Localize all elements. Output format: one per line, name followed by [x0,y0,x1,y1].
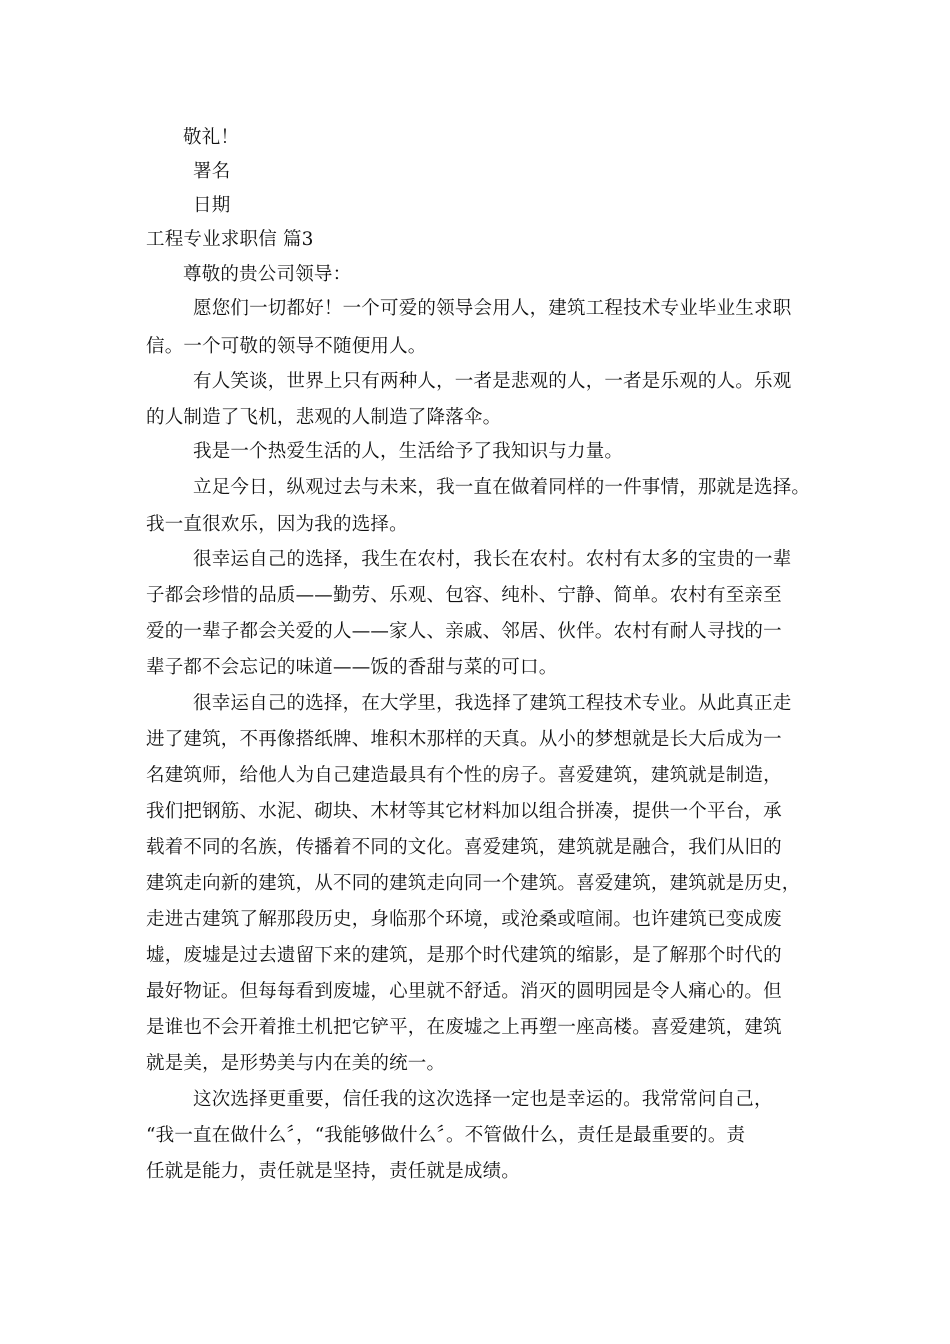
paragraph-line: 墟，废墟是过去遗留下来的建筑，是那个时代建筑的缩影，是了解那个时代的 [146,945,782,966]
closing-salute: 敬礼！ [183,127,240,148]
letter-greeting: 尊敬的贵公司领导： [183,264,352,285]
closing-signature: 署名 [193,161,231,182]
paragraph-line: 就是美，是形势美与内在美的统一。 [146,1053,446,1074]
paragraph-line: 的人制造了飞机，悲观的人制造了降落伞。 [146,407,502,428]
paragraph-line: 走进古建筑了解那段历史，身临那个环境，或沧桑或喧闹。也许建筑已变成废 [146,909,782,930]
paragraph-line: 很幸运自己的选择，我生在农村，我长在农村。农村有太多的宝贵的一辈 [193,549,792,570]
paragraph-line: 进了建筑，不再像搭纸牌、堆积木那样的天真。从小的梦想就是长大后成为一 [146,729,782,750]
paragraph-line: 是谁也不会开着推土机把它铲平，在废墟之上再塑一座高楼。喜爱建筑，建筑 [146,1017,782,1038]
paragraph-line: 我们把钢筋、水泥、砌块、木材等其它材料加以组合拼凑，提供一个平台，承 [146,801,782,822]
paragraph-line: 子都会珍惜的品质——勤劳、乐观、包容、纯朴、宁静、简单。农村有至亲至 [146,585,782,606]
paragraph-line: 我是一个热爱生活的人，生活给予了我知识与力量。 [193,441,624,462]
paragraph-line: 立足今日，纵观过去与未来，我一直在做着同样的一件事情，那就是选择。 [193,477,811,498]
paragraph-line: 这次选择更重要，信任我的这次选择一定也是幸运的。我常常问自己， [193,1089,773,1110]
paragraph-line: 信。一个可敬的领导不随便用人。 [146,336,427,357]
closing-date: 日期 [193,195,231,216]
paragraph-line: 有人笑谈，世界上只有两种人，一者是悲观的人，一者是乐观的人。乐观 [193,371,792,392]
paragraph-line: 任就是能力，责任就是坚持，责任就是成绩。 [146,1161,521,1182]
paragraph-line: 辈子都不会忘记的味道——饭的香甜与菜的可口。 [146,657,558,678]
paragraph-line: 愿您们一切都好！一个可爱的领导会用人，建筑工程技术专业毕业生求职 [193,298,792,319]
paragraph-line: 载着不同的名族，传播着不同的文化。喜爱建筑，建筑就是融合，我们从旧的 [146,837,782,858]
paragraph-line: “我一直在做什么〞，“我能够做什么〞。不管做什么，责任是最重要的。责 [146,1125,746,1146]
section-title: 工程专业求职信 篇3 [146,229,314,250]
paragraph-line: 爱的一辈子都会关爱的人——家人、亲戚、邻居、伙伴。农村有耐人寻找的一 [146,621,782,642]
paragraph-line: 建筑走向新的建筑，从不同的建筑走向同一个建筑。喜爱建筑，建筑就是历史， [146,873,801,894]
paragraph-line: 很幸运自己的选择，在大学里，我选择了建筑工程技术专业。从此真正走 [193,693,792,714]
paragraph-line: 我一直很欢乐，因为我的选择。 [146,514,408,535]
paragraph-line: 最好物证。但每每看到废墟，心里就不舒适。消灭的圆明园是令人痛心的。但 [146,981,782,1002]
paragraph-line: 名建筑师，给他人为自己建造最具有个性的房子。喜爱建筑，建筑就是制造， [146,765,782,786]
